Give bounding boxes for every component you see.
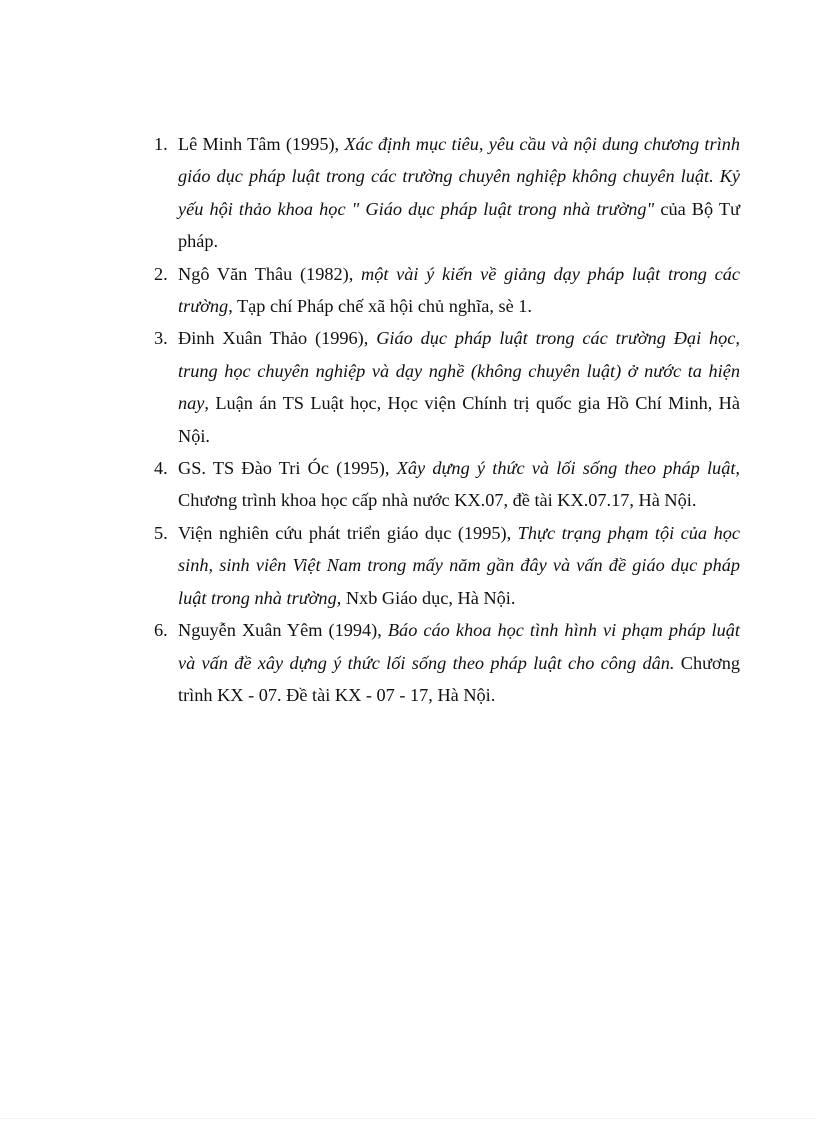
reference-number: 4.: [154, 458, 168, 479]
reference-number: 5.: [154, 522, 168, 543]
reference-item: [150, 128, 740, 258]
reference-title: một vài ý kiến về giảng dạy pháp luật trong các trường: [178, 263, 740, 317]
reference-list: [150, 128, 740, 711]
reference-title: Xác định mục tiêu, yêu cầu và nội dung chương trình giáo dục pháp luật trong các trường chuyên nghiệp không chuyên luật. Kỷ yếu hội thảo khoa học " Giáo dục pháp luật trong nhà trường": [178, 134, 740, 219]
reference-author: Lê Minh Tâm (1995),: [178, 134, 340, 154]
reference-number: 2.: [154, 263, 168, 284]
reference-title: Xây dựng ý thức và lối sống theo pháp luật,: [396, 458, 740, 479]
reference-number: 1.: [154, 134, 168, 154]
reference-author: Viện nghiên cứu phát triển giáo dục (1995),: [178, 522, 512, 543]
reference-author: GS. TS Đào Tri Óc (1995),: [178, 458, 390, 479]
reference-title: Giáo dục pháp luật trong các trường Đại học, trung học chuyên nghiệp và dạy nghề (không chuyên luật) ở nước ta hiện nay: [178, 328, 740, 414]
page-bottom-edge: [0, 1118, 816, 1119]
reference-publisher: Chương trình khoa học cấp nhà nước KX.07, đề tài KX.07.17, Hà Nội.: [178, 490, 697, 511]
reference-publisher: , Tạp chí Pháp chế xã hội chủ nghĩa, sè 1.: [228, 296, 532, 317]
reference-author: Nguyễn Xuân Yêm (1994),: [178, 620, 382, 641]
reference-item: [150, 452, 740, 517]
reference-publisher: , Nxb Giáo dục, Hà Nội.: [336, 587, 516, 608]
reference-item: [150, 614, 740, 711]
reference-item: [150, 517, 740, 614]
reference-number: 6.: [154, 620, 168, 641]
reference-title: Thực trạng phạm tội của học sinh, sinh viên Việt Nam trong mấy năm gần đây và vấn đề giáo dục pháp luật trong nhà trường: [178, 522, 740, 608]
reference-publisher: Chương trình KX - 07. Đề tài KX - 07 - 17, Hà Nội.: [178, 652, 740, 705]
reference-item: [150, 322, 740, 452]
reference-publisher: của Bộ Tư pháp.: [178, 198, 740, 252]
reference-author: Ngô Văn Thâu (1982),: [178, 263, 354, 284]
reference-publisher: , Luận án TS Luật học, Học viện Chính trị quốc gia Hồ Chí Minh, Hà Nội.: [178, 393, 740, 446]
reference-item: [150, 258, 740, 323]
reference-number: 3.: [154, 328, 168, 349]
reference-author: Đinh Xuân Thảo (1996),: [178, 328, 369, 349]
reference-title: Báo cáo khoa học tình hình vi phạm pháp luật và vấn đề xây dựng ý thức lối sống theo pháp luật cho công dân.: [178, 620, 740, 673]
